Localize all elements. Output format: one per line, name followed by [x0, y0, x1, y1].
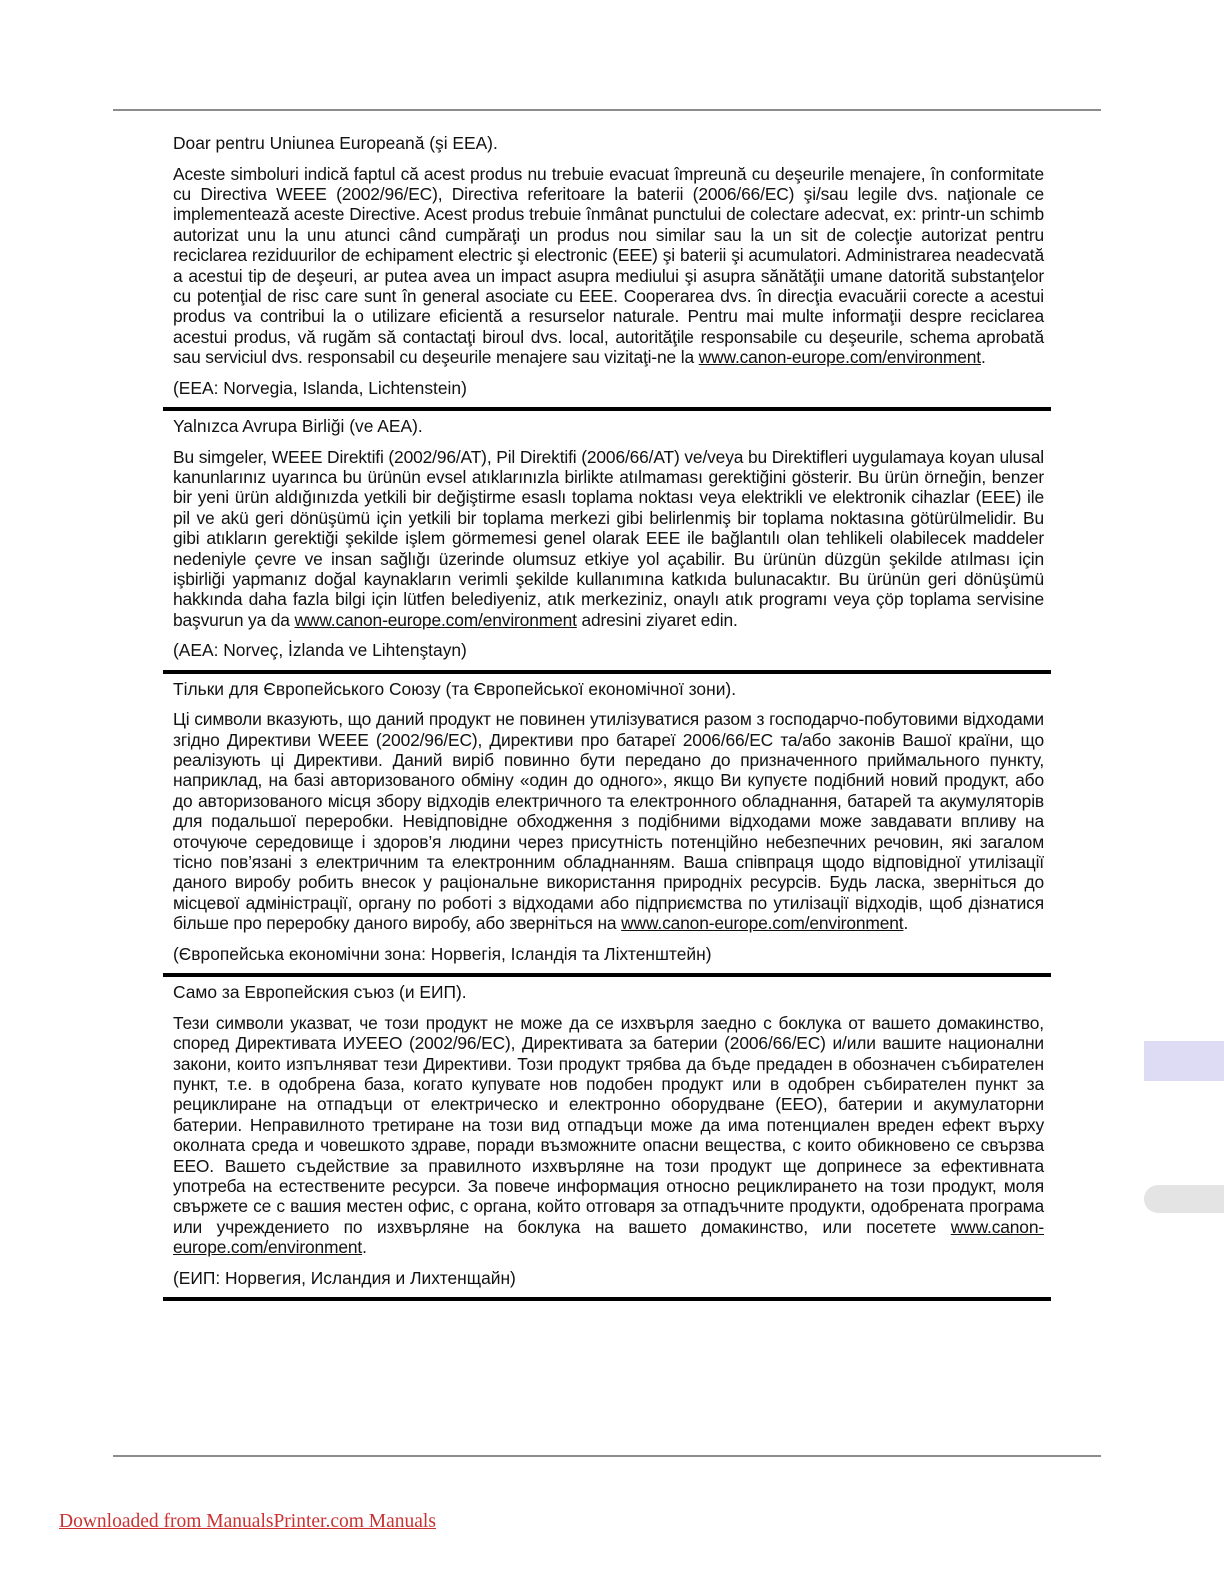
section-body: Ці символи вказують, що даний продукт не повинен утилізуватися разом з господарчо-побутовими відходами згідно Директиви WEEE (2002/96/EC), Директиви про батареї 2006/66/EC та/або законів Вашої країни, що реалізують ці Директиви. Даний виріб повинно бути передано до призначенного приймального пункту, наприклад, на базі авторизованого обміну «один до одного», якщо Ви купуєте подібний новий продукт, або до авторизованого місця збору відходів електричного та електронного обладнання, батарей та акумуляторів для подальшої переробки. Невідповідне обходження з подібними відходами може завдавати впливу на оточуюче середовище і здоров’я людини через присутність потенційно небезпечних речовин, які загалом тісно пов’язані з електричним та електронним обладнанням. Ваша співпраця щодо відповідної утилізації даного виробу робить внесок у раціональне використання природніх ресурсів. Будь ласка, зверніться до місцевої адміністрації, органу по роботі з відходами або підприємства по утилізації відходів, щоб дізнатися більше про переробку даного виробу, або зверніться на www.canon-europe.com/environment. [173, 709, 1044, 934]
top-rule [113, 109, 1101, 111]
section-heading: Тільки для Європейського Союзу (та Європейської економічної зони). [173, 678, 737, 699]
section-heading: Yalnızca Avrupa Birliği (ve AEA). [173, 416, 423, 437]
section-note: (ЕИП: Норвегия, Исландия и Лихтенщайн) [173, 1267, 516, 1288]
environment-link[interactable]: www.canon-europe.com/environment [698, 347, 981, 368]
environment-link[interactable]: www.canon-europe.com/environment [621, 913, 904, 934]
environment-link[interactable]: www.canon-europe.com/environment [173, 1216, 1044, 1258]
section-turkish [163, 411, 1051, 670]
environment-link[interactable]: www.canon-europe.com/environment [294, 609, 577, 630]
section-body: Bu simgeler, WEEE Direktifi (2002/96/AT), Pil Direktifi (2006/66/AT) ve/veya bu Direktifleri uygulamaya koyan ulusal kanunlarınız uyarınca bu ürünün evsel atıklarınızla birlikte atılmaması gerektiğini gösterir. Bu ürün örneğin, benzer bir yeni ürün aldığınızda yetkili bir değiştirme esaslı toplama noktası veya elektrikli ve elektronik cihazlar (EEE) ile pil ve akü geri dönüşümü için yetkili bir toplama merkezi gibi belirlenmiş bir toplama noktasına götürülmelidir. Bu gibi atıkların gerektiği şekilde işlem görmemesi genel olarak EEE ile bağlantılı olan tehlikeli olabilecek maddeler nedeniyle çevre ve insan sağlığı üzerinde olumsuz etkiye yol açabilir. Bu ürünün düzgün şekilde atılması için işbirliği yapmanız doğal kaynakların verimli şekilde kullanımına katkıda bulunacaktır. Bu ürünün geri dönüşümü hakkında daha fazla bilgi için lütfen belediyeniz, atık merkeziniz, onaylı atık programı veya çöp toplama servisine başvurun ya da www.canon-europe.com/environment adresini ziyaret edin. [173, 446, 1044, 630]
section-heading: Само за Европейския съюз (и ЕИП). [173, 982, 467, 1003]
section-index-tab [1144, 1185, 1224, 1213]
section-note: (EEA: Norvegia, Islanda, Lichtenstein) [173, 377, 467, 398]
section-body: Aceste simboluri indică faptul că acest produs nu trebuie evacuat împreună cu deşeurile menajere, în conformitate cu Directiva WEEE (2002/96/EC), Directiva referitoare la baterii (2006/66/EC) şi/sau legile dvs. naţionale ce implementează aceste Directive. Acest produs trebuie înmânat punctului de colectare adecvat, ex: printr-un schimb autorizat unu la unu atunci când cumpăraţi un produs nou similar sau la un sit de colecţie autorizat pentru reciclarea reziduurilor de echipament electric şi electronic (EEE) şi baterii şi acumulatori. Administrarea neadecvată a acestui tip de deşeuri, ar putea avea un impact asupra mediului şi asupra sănătăţii umane datorită substanţelor cu potenţial de risc care sunt în general asociate cu EEE. Cooperarea dvs. în direcţia evacuării corecte a acestui produs va contribui la o utilizare eficientă a resurselor naturale. Pentru mai multe informaţii despre reciclarea acestui produs, vă rugăm să contactaţi biroul dvs. local, autorităţile responsabile cu deşeurile, schema aprobată sau serviciul dvs. responsabil cu deşeurile menajere sau vizitaţi-ne la www.canon-europe.com/environment. [173, 163, 1044, 368]
bottom-rule [113, 1455, 1101, 1457]
section-bulgarian [163, 977, 1051, 1297]
download-source-link[interactable]: Downloaded from ManualsPrinter.com Manuals [59, 1511, 436, 1532]
section-body: Тези символи указват, че този продукт не може да се изхвърля заедно с боклука от вашето домакинство, според Директивата ИУЕЕО (2002/96/ЕС), Директивата за батерии (2006/66/ЕС) и/или вашите национални закони, които изпълняват тези Директиви. Този продукт трябва да бъде предаден в обозначен събирателен пункт, т.е. в одобрена база, когато купувате нов подобен продукт или в одобрен събирателен пункт за рециклиране на отпадъци от електрическо и електронно оборудване (ЕЕО), батерии и акумулаторни батерии. Неправилното третиране на този вид отпадъци може да има потенциален вреден ефект върху околната среда и човешкото здраве, поради възможните опасни вещества, с които обикновено се свързва ЕЕО. Вашето съдействие за правилното изхвърляне на този продукт ще допринесе за ефективната употреба на естествените ресурси. За повече информация относно рециклирането на този продукт, моля свържете се с вашия местен офис, с органа, който отговаря за отпадъчните продукти, одобрената програма или учреждението по изхвърляне на боклука на вашето домакинство, или посетете www.canon-europe.com/environment. [173, 1012, 1044, 1258]
section-divider [163, 1297, 1051, 1301]
chapter-index-tab [1144, 1041, 1224, 1081]
section-heading: Doar pentru Uniunea Europeană (şi EEA). [173, 133, 498, 153]
section-note: (AEA: Norveç, İzlanda ve Lihtenştayn) [173, 640, 467, 661]
section-note: (Європейська економічни зона: Норвегія, Ісландія та Ліхтенштейн) [173, 943, 712, 964]
weee-notice-content [163, 128, 1051, 1301]
section-romanian [163, 128, 1051, 407]
section-ukrainian [163, 674, 1051, 973]
